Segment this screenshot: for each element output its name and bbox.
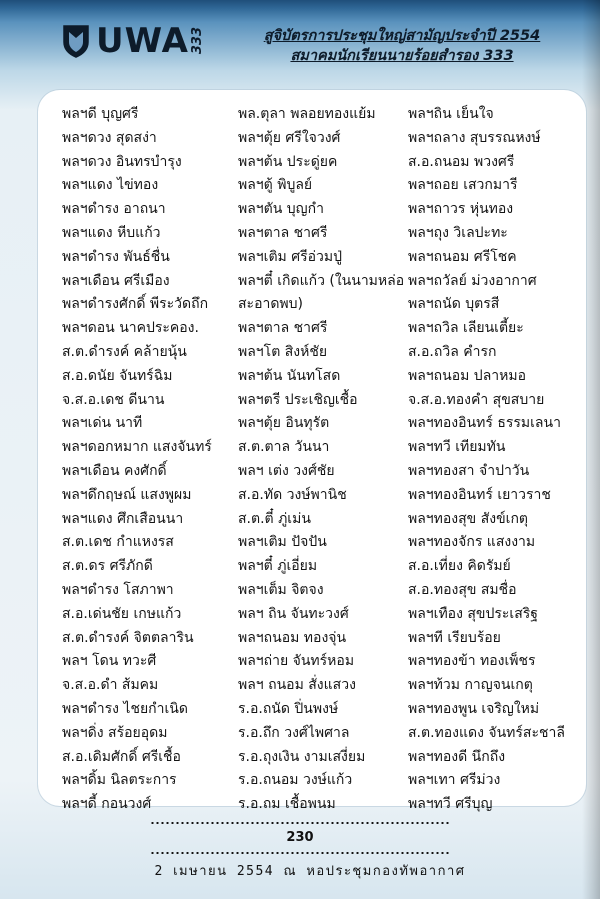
list-item: ส.ต.ตี๋ ภู่เม่น [238, 510, 311, 527]
list-item: พลฯตรี ประเชิญเชื้อ [238, 391, 358, 408]
list-item: พลฯถวิล เลียนเตี้ยะ [408, 320, 524, 337]
list-item: พลฯถอย เสวกมารี [408, 177, 518, 194]
list-item: พลฯตี๋ ภู่เอี่ยม [238, 558, 318, 575]
list-item: พลฯทองอินทร์ เยาวราช [408, 486, 551, 503]
list-item: พลฯ ถนอม สั่งแสวง [238, 677, 356, 694]
list-item: พลฯดำรงศักดิ์ พีระวัดถึก [62, 296, 209, 313]
list-item: ส.อ.ถวิล คำรก [408, 343, 497, 360]
list-item: จ.ส.อ.ดำ ส้มคม [62, 677, 159, 694]
list-item: ส.ต.ดร ศรีภักดี [62, 558, 153, 575]
shield-icon [62, 24, 90, 58]
list-item: พลฯ เต่ง วงศ์ชัย [238, 462, 335, 479]
list-item: พลฯทวี เทียมทัน [408, 439, 506, 456]
list-item: พลฯดำรง พันธ์ชื่น [62, 248, 170, 265]
list-item: พลฯเทา ศรีม่วง [408, 772, 501, 789]
list-item: พลฯดี บุญศรี [62, 106, 139, 122]
list-item: พลฯแดง ศึกเสือนนา [62, 510, 184, 527]
list-item: ร.อ.ถนอม วงษ์แก้ว [238, 772, 353, 789]
list-item: พลฯเดือน ศรีเมือง [62, 272, 170, 289]
footer-text: 2 เมษายน 2554 ณ หอประชุมกองทัพอากาศ [154, 864, 466, 879]
list-item: พลฯท้วม กาญจนเกตุ [408, 677, 533, 694]
list-item: พลฯทองสา จำปาวัน [408, 462, 530, 479]
list-item: ร.อ.ถุงเงิน งามเสงี่ยม [238, 748, 366, 765]
list-item: พลฯถนัด บุตรสี [408, 296, 500, 313]
logo-number: 333 [189, 27, 205, 55]
list-item: พลฯดอกหมาก แสงจันทร์ [62, 439, 212, 456]
header-title-line-2: สมาคมนักเรียนนายร้อยสำรอง 333 [290, 48, 514, 64]
list-item: พลฯดิ้ม นิลตระการ [62, 772, 177, 789]
list-item: ร.อ.ถึก วงศ์ไพศาล [238, 724, 350, 741]
list-item: พลฯถวัลย์ ม่วงอากาศ [408, 272, 537, 289]
list-item: พล.ตุลา พลอยทองแย้ม [238, 106, 376, 122]
footer-divider-top [150, 822, 450, 824]
footer-divider-bottom [150, 852, 450, 854]
list-item: พลฯถาวร หุ่นทอง [408, 201, 514, 218]
list-item: พลฯดอน นาคประคอง. [62, 320, 199, 337]
list-item: ส.อ.ถนอม พวงศรี [408, 153, 515, 170]
list-item: พลฯถ่าย จันทร์หอม [238, 653, 355, 670]
list-item: พลฯดำรง โสภาพา [62, 581, 174, 598]
list-item: พลฯแดง ไข่ทอง [62, 177, 159, 194]
name-column-3 [408, 103, 578, 817]
list-item: พลฯดิ่ง สร้อยอุดม [62, 724, 168, 741]
list-item: ร.อ.ถม เชื้อพนม [238, 796, 336, 813]
list-item: ร.อ.ถนัด ปิ่นพงษ์ [238, 700, 339, 717]
list-item: ส.ต.ตาล วันนา [238, 439, 330, 456]
list-item: ส.ต.เดช กำแหงรส [62, 534, 174, 551]
list-item: สะอาดพบ) [238, 296, 304, 313]
list-item: พลฯทองดี นึกถึง [408, 748, 506, 765]
list-item: พลฯทองสุข สังข์เกตุ [408, 510, 529, 527]
list-item: พลฯต้น นันทโสด [238, 367, 341, 384]
name-column-2 [238, 103, 408, 817]
page-header [0, 0, 600, 74]
list-item: พลฯตุ้ย อินทุรัต [238, 415, 330, 432]
list-item: พลฯทองพูน เจริญใหม่ [408, 700, 540, 717]
list-item: ส.ต.ทองแดง จันทร์สะชาลี [408, 724, 565, 741]
list-item: ส.อ.ทองสุข สมชื่อ [408, 581, 517, 598]
header-title-line-1: สูจิบัตรการประชุมใหญ่สามัญประจำปี 2554 [263, 28, 541, 44]
list-item: ส.อ.เดิมศักดิ์ ศรีเชื้อ [62, 748, 181, 765]
list-item: พลฯต้น ประดู่ยค [238, 153, 338, 170]
list-item: พลฯตาล ชาศรี [238, 224, 328, 241]
list-item: พลฯโต สิงห์ชัย [238, 343, 328, 360]
list-item: พลฯ ถิน จันทะวงศ์ [238, 605, 349, 622]
list-item: พลฯถนอม ทองจุ่น [238, 629, 347, 646]
list-item: ส.อ.เที่ยง คิดรัมย์ [408, 558, 511, 575]
logo-text: UWA [96, 21, 189, 61]
list-item: พลฯดำรง อาถนา [62, 201, 166, 218]
list-item: ส.ต.ดำรงค์ จิตตลาริน [62, 629, 194, 646]
list-item: พลฯแดง หีบแก้ว [62, 224, 161, 241]
list-item: จ.ส.อ.เดช ดีนาน [62, 391, 165, 408]
list-item: พลฯเดือน คงศักดิ์ [62, 462, 167, 479]
list-item: พลฯถุง วิเลปะทะ [408, 224, 508, 241]
list-item: ส.อ.ดนัย จันทร์ฉิม [62, 367, 173, 384]
list-item: พลฯดี้ กอนวงศ์ [62, 796, 152, 813]
list-item: พลฯตู้ พิบูลย์ [238, 177, 313, 194]
list-item: จ.ส.อ.ทองคำ สุขสบาย [408, 391, 545, 408]
list-item: พลฯตี๋ เกิดแก้ว (ในนามหล่อ [238, 272, 405, 289]
list-item: พลฯทองอินทร์ ธรรมเลนา [408, 415, 561, 432]
list-item: พลฯเติม ศรีอ่วมปู่ [238, 248, 343, 265]
list-item: พลฯทองข้า ทองเพ็ชร [408, 653, 536, 670]
list-item: พลฯ โดน ทวะศี [62, 653, 157, 670]
list-item: พลฯทวี ศรีบุญ [408, 796, 493, 813]
list-item: พลฯดวง สุดสง่า [62, 129, 157, 146]
list-item: พลฯทองจักร แสงงาม [408, 534, 536, 551]
list-item: พลฯเทือง สุขประเสริฐ [408, 605, 538, 622]
header-title [252, 26, 552, 66]
list-item: พลฯเติม ปัจปัน [238, 534, 327, 551]
list-item: พลฯเด่น นาที [62, 415, 143, 432]
list-item: ส.อ.ทัด วงษ์พานิช [238, 486, 347, 503]
list-item: พลฯที เรียบร้อย [408, 629, 501, 646]
list-item: ส.ต.ดำรงค์ คล้ายนุ้น [62, 343, 187, 360]
logo [62, 22, 205, 60]
list-item: พลฯดวง อินทรบำรุง [62, 153, 182, 170]
list-item: พลฯตาล ชาศรี [238, 320, 328, 337]
list-item: พลฯถลาง สุบรรณหงษ์ [408, 129, 541, 146]
list-item: พลฯเต็ม จิตจง [238, 581, 324, 598]
list-item: พลฯตุ้ย ศรีใจวงศ์ [238, 129, 341, 146]
list-item: พลฯถนอม ศรีโชค [408, 248, 517, 265]
list-item: พลฯถนอม ปลาหมอ [408, 367, 526, 384]
page-number: 230 [286, 830, 314, 845]
list-item: พลฯดึกฤษณ์ แสงพูผม [62, 486, 192, 503]
list-item: ส.อ.เด่นชัย เกษแก้ว [62, 605, 182, 622]
name-column-1 [62, 103, 232, 817]
list-item: พลฯถิน เย็นใจ [408, 106, 494, 122]
list-item: พลฯดำรง ไชยกำเนิด [62, 700, 188, 717]
list-item: พลฯตัน บุญกำ [238, 201, 324, 218]
